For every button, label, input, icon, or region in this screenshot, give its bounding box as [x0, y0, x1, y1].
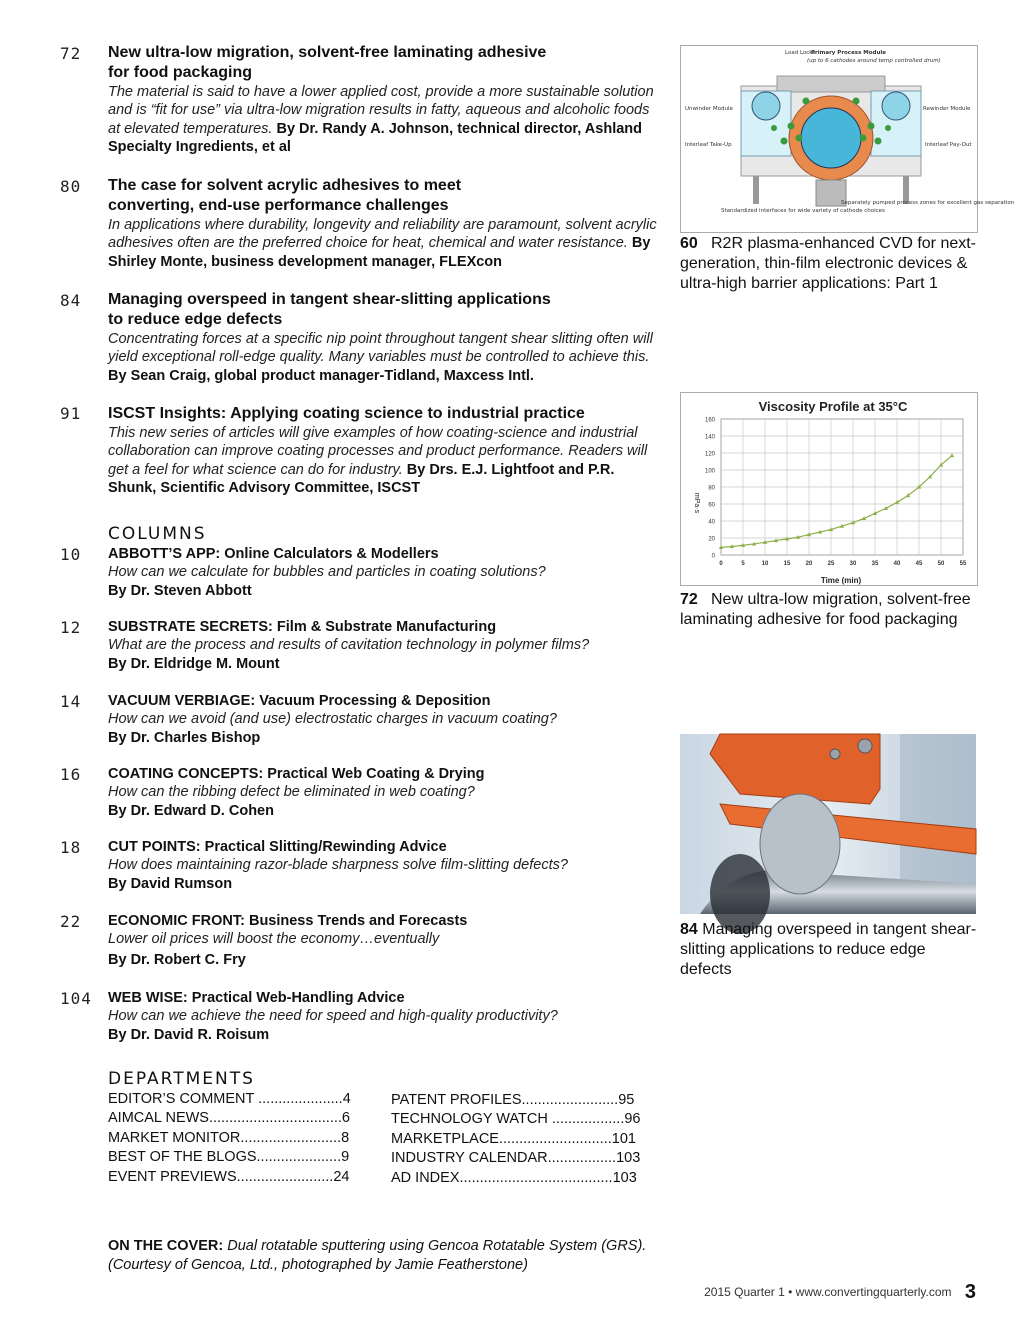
column-name: ECONOMIC FRONT:: [108, 913, 245, 929]
department-item[interactable]: EDITOR’S COMMENT .....................4: [108, 1091, 351, 1107]
feature-title[interactable]: New ultra-low migration, solvent-free laminating adhesive: [108, 44, 547, 61]
department-item[interactable]: AD INDEX......................................103: [391, 1169, 637, 1186]
slitter-knife: [760, 794, 840, 894]
feature-title[interactable]: The case for solvent acrylic adhesives to meet: [108, 177, 462, 194]
slitting-photo[interactable]: [680, 734, 976, 914]
feature-byline: By Dr. Randy A. Johnson, technical director, Ashland Specialty Ingredients, et al: [108, 120, 642, 156]
feature-entry[interactable]: [108, 404, 664, 498]
department-item[interactable]: AIMCAL NEWS.................................6: [108, 1110, 350, 1127]
x-tick-label: 10: [761, 561, 769, 567]
column-page-number: 16: [60, 765, 82, 784]
label-takeup: Interleaf Take-Up: [685, 142, 732, 148]
column-author: By Dr. Steven Abbott: [108, 582, 252, 599]
unwind-roll: [752, 92, 780, 120]
series-line: [721, 456, 952, 548]
feature-entry[interactable]: [108, 290, 664, 385]
column-page-number: 10: [60, 545, 82, 564]
x-tick-label: 40: [893, 561, 901, 567]
page-number: 3: [964, 1281, 976, 1303]
column-author: By Dr. David R. Roisum: [108, 1026, 270, 1043]
x-tick-label: 15: [783, 561, 791, 567]
column-name: WEB WISE:: [108, 990, 188, 1006]
feature-page-number: 72: [60, 44, 82, 63]
column-topic: Practical Web-Handling Advice: [191, 990, 405, 1006]
process-drum: [801, 108, 861, 168]
cover-label: ON THE COVER:: [108, 1238, 224, 1254]
feature-desc: This new series of articles will give examples of how coating-science and industrial collaboration can improve coating processes and product performance. Readers will get a feel for what science can do for industry.: [108, 425, 648, 478]
feature-desc: In applications where durability, longevity and reliability are paramount, solvent acrylic adhesives often are the preferred choice for heat, chemical and water resistance.: [108, 217, 657, 252]
column-question: What are the process and results of cavitation technology in polymer films?: [108, 637, 590, 654]
feature-byline: By Sean Craig, global product manager-Tidland, Maxcess Intl.: [108, 367, 534, 384]
x-tick-label: 30: [849, 561, 857, 567]
column-entry[interactable]: [108, 618, 668, 673]
caption-text: R2R plasma-enhanced CVD for next-generation, thin-film electronic devices & ultra-high barrier applications: Part 1: [680, 235, 977, 292]
feature-byline: By Shirley Monte, business development manager, FLEXcon: [108, 235, 651, 270]
column-question: How can we achieve the need for speed and high-quality productivity?: [108, 1008, 558, 1025]
feature-title-cont: converting, end-use performance challenges: [108, 197, 449, 214]
caption-page: 60: [680, 235, 698, 252]
feature-desc: Concentrating forces at a specific nip point throughout tangent shear slitting often will yield exceptional roll-edge quality. Many variables must be controlled to achieve this.: [108, 331, 653, 366]
x-tick-label: 20: [805, 561, 813, 567]
column-author: By David Rumson: [108, 875, 233, 892]
column-topic: Online Calculators & Modellers: [224, 546, 439, 562]
department-item[interactable]: INDUSTRY CALENDAR.................103: [391, 1150, 641, 1167]
label-payout: Interleaf Pay-Out: [925, 142, 972, 148]
caption-page: 84: [680, 921, 698, 938]
chart-x-label: Time (min): [820, 576, 862, 585]
y-tick-label: 100: [704, 468, 715, 475]
column-name: ABBOTT’S APP:: [108, 546, 221, 562]
x-tick-label: 35: [871, 561, 879, 567]
column-question: How can we avoid (and use) electrostatic charges in vacuum coating?: [108, 711, 557, 728]
y-tick-label: 60: [708, 502, 715, 509]
column-page-number: 18: [60, 838, 82, 857]
column-question: Lower oil prices will boost the economy…eventually: [108, 931, 440, 948]
department-item[interactable]: MARKET MONITOR.........................8: [108, 1129, 350, 1146]
chart-svg: [681, 393, 977, 585]
photo-svg: [680, 734, 976, 914]
column-name: VACUUM VERBIAGE:: [108, 693, 256, 709]
label-primary: Primary Process Module: [811, 50, 886, 56]
caption-page: 72: [680, 591, 698, 608]
footer-issue: 2015 Quarter 1 • www.convertingquarterly.com: [704, 1285, 952, 1299]
cover-text: Dual rotatable sputtering using Gencoa Rotatable System (GRS). (Courtesy of Gencoa, Ltd., photographed by Jamie Featherstone): [108, 1238, 647, 1273]
rewind-roll: [882, 92, 910, 120]
x-tick-label: 45: [915, 561, 923, 567]
chart-title: Viscosity Profile at 35°C: [758, 399, 908, 414]
column-name: CUT POINTS:: [108, 839, 201, 855]
department-item[interactable]: PATENT PROFILES........................95: [391, 1092, 635, 1108]
column-topic: Vacuum Processing & Deposition: [259, 693, 491, 709]
x-tick-label: 0: [719, 561, 723, 567]
label-interfaces: Standardized interfaces for wide variety of cathode choices: [721, 208, 885, 214]
feature-entry[interactable]: [108, 176, 664, 271]
diagram-svg: [681, 46, 1015, 232]
label-unwinder: Unwinder Module: [685, 106, 733, 112]
feature-byline: By Drs. E.J. Lightfoot and P.R. Shunk, Scientific Advisory Committee, ISCST: [108, 461, 615, 497]
column-author: By Dr. Edward D. Cohen: [108, 802, 274, 819]
figure-caption-72[interactable]: [680, 590, 980, 630]
column-topic: Film & Substrate Manufacturing: [276, 619, 497, 635]
caption-text: New ultra-low migration, solvent-free laminating adhesive for food packaging: [680, 591, 971, 628]
column-question: How can the ribbing defect be eliminated in web coating?: [108, 784, 475, 801]
y-tick-label: 120: [704, 451, 715, 458]
department-item[interactable]: MARKETPLACE............................101: [391, 1130, 636, 1147]
chart-y-label: mPa·s: [693, 492, 700, 514]
r2r-system-diagram[interactable]: [680, 45, 1015, 233]
load-lock-housing: [777, 76, 885, 92]
feature-page-number: 91: [60, 404, 82, 423]
feature-title-cont: for food packaging: [108, 64, 252, 81]
column-page-number: 22: [60, 912, 82, 931]
department-item[interactable]: TECHNOLOGY WATCH ..................96: [391, 1111, 641, 1128]
column-question: How does maintaining razor-blade sharpness solve film-slitting defects?: [108, 857, 568, 874]
departments-list-left: [108, 1090, 366, 1187]
column-author: By Dr. Eldridge M. Mount: [108, 655, 280, 672]
column-question: How can we calculate for bubbles and particles in coating solutions?: [108, 564, 546, 581]
column-page-number: 12: [60, 618, 82, 637]
feature-page-number: 84: [60, 291, 82, 310]
x-tick-label: 5: [741, 561, 745, 567]
column-entry[interactable]: [108, 989, 668, 1044]
column-name: COATING CONCEPTS:: [108, 766, 264, 782]
feature-entry[interactable]: [108, 43, 664, 157]
data-point: [950, 453, 954, 457]
figure-caption-60[interactable]: [680, 234, 980, 294]
label-load-locks: Load Locks: [785, 50, 816, 56]
feature-desc: The material is said to have a lower applied cost, provide a more sustainable solution and is “fit for use” via ultra-low migration results in fatty, aqueous and alcoholic foods at elevated temperatures.: [108, 84, 654, 137]
column-topic: Business Trends and Forecasts: [248, 913, 468, 929]
x-tick-label: 50: [937, 561, 945, 567]
column-page-number: 14: [60, 692, 82, 711]
column-entry[interactable]: [108, 838, 668, 893]
cover-note: [108, 1237, 648, 1275]
column-topic: Practical Web Coating & Drying: [267, 766, 485, 782]
label-rewinder: Rewinder Module: [923, 106, 971, 112]
label-pumped: Separately pumped process zones for excellent gas separation: [841, 200, 1015, 206]
feature-page-number: 80: [60, 177, 82, 196]
column-entry[interactable]: [108, 765, 668, 820]
department-item[interactable]: BEST OF THE BLOGS.....................9: [108, 1149, 350, 1166]
column-author: By Dr. Robert C. Fry: [108, 951, 246, 968]
column-entry[interactable]: [108, 912, 668, 969]
x-tick-label: 25: [827, 561, 835, 567]
y-tick-label: 160: [704, 417, 715, 424]
figure-caption-84[interactable]: [680, 920, 980, 980]
feature-title[interactable]: ISCST Insights: Applying coating science to industrial practice: [108, 405, 585, 422]
column-author: By Dr. Charles Bishop: [108, 729, 261, 746]
label-primary-sub: (up to 6 cathodes around temp controlled drum): [807, 58, 941, 64]
x-tick-label: 55: [959, 561, 967, 567]
column-page-number: 104: [60, 989, 92, 1008]
feature-title[interactable]: Managing overspeed in tangent shear-slitting applications: [108, 291, 551, 308]
departments-heading: DEPARTMENTS: [108, 1069, 255, 1089]
column-entry[interactable]: [108, 545, 668, 600]
y-tick-label: 140: [704, 434, 715, 441]
column-entry[interactable]: [108, 692, 668, 747]
caption-text: Managing overspeed in tangent shear-slitting applications to reduce edge defects: [680, 921, 977, 978]
column-topic: Practical Slitting/Rewinding Advice: [204, 839, 447, 855]
viscosity-chart[interactable]: [680, 392, 978, 586]
y-tick-label: 0: [711, 553, 715, 560]
feature-title-cont: to reduce edge defects: [108, 311, 283, 328]
departments-list-right: [391, 1091, 649, 1188]
columns-heading: COLUMNS: [108, 524, 207, 544]
page-footer: [704, 1281, 976, 1304]
department-item[interactable]: EVENT PREVIEWS........................24: [108, 1168, 350, 1185]
y-tick-label: 40: [708, 519, 715, 526]
y-tick-label: 80: [708, 485, 715, 492]
y-tick-label: 20: [708, 536, 715, 543]
column-name: SUBSTRATE SECRETS:: [108, 619, 273, 635]
